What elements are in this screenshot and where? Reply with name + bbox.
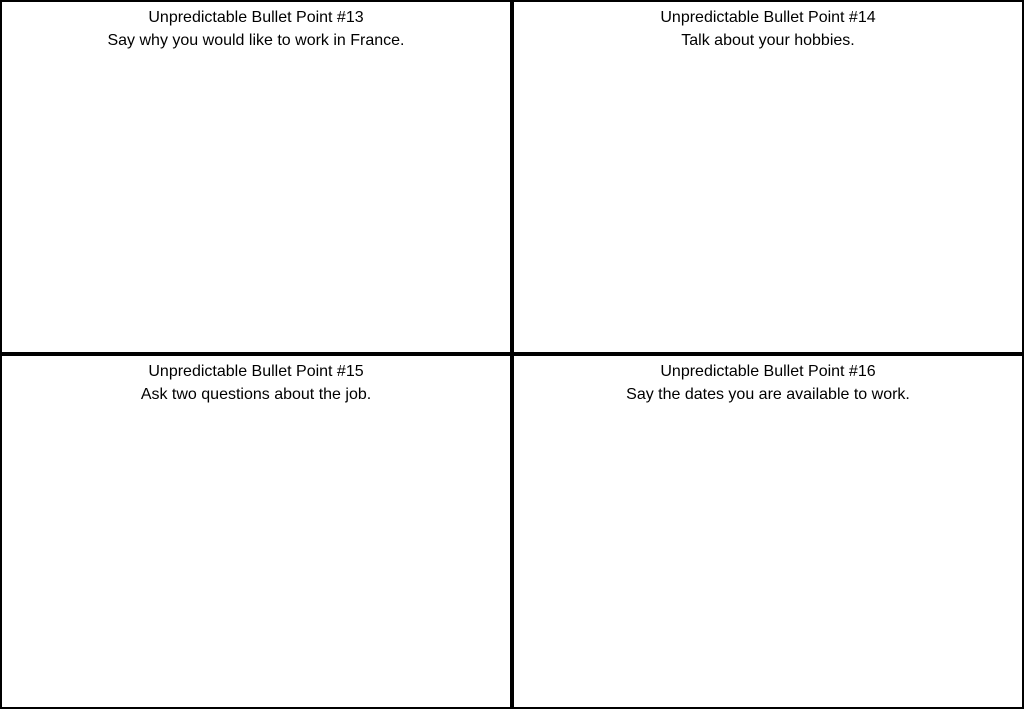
bullet-point-card-15 <box>2 356 510 707</box>
card-title: Unpredictable Bullet Point #15 <box>148 363 364 380</box>
card-prompt: Say the dates you are available to work. <box>626 386 910 403</box>
bullet-point-card-13 <box>2 2 510 352</box>
card-title: Unpredictable Bullet Point #14 <box>660 9 876 26</box>
bullet-point-card-14 <box>514 2 1022 352</box>
card-prompt: Ask two questions about the job. <box>140 386 372 403</box>
card-prompt: Say why you would like to work in France. <box>107 32 405 49</box>
bullet-point-card-16 <box>514 356 1022 707</box>
card-title: Unpredictable Bullet Point #13 <box>148 9 364 26</box>
card-prompt: Talk about your hobbies. <box>681 32 855 49</box>
card-title: Unpredictable Bullet Point #16 <box>660 363 876 380</box>
